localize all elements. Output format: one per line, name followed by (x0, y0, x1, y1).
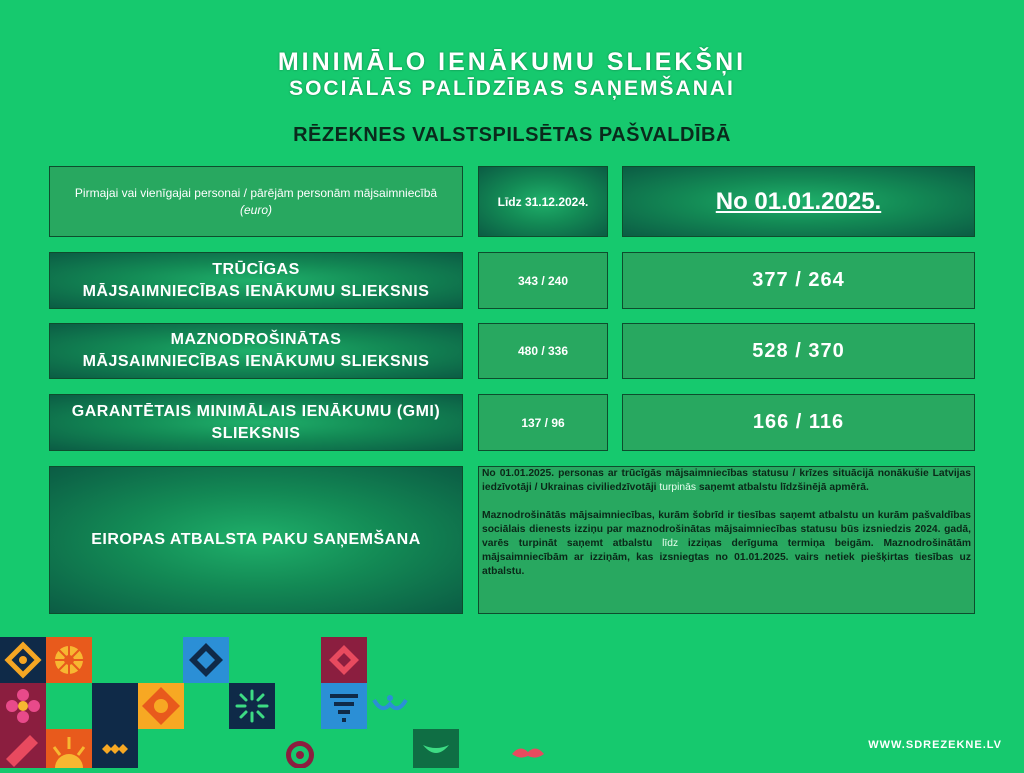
decorative-bird (370, 690, 410, 720)
header-unit-text: (euro) (239, 202, 272, 217)
row-label-line2: MĀJSAIMNIECĪBAS IENĀKUMU SLIEKSNIS (82, 282, 430, 300)
europe-support-label-text: EIROPAS ATBALSTA PAKU SAŅEMŠANA (91, 531, 421, 548)
decorative-tile-funnel (321, 683, 367, 729)
row-gmi-old-value (478, 394, 608, 451)
row-label-line1: TRŪCĪGAS (212, 260, 300, 278)
page-subtitle: RĒZEKNES VALSTSPILSĒTAS PAŠVALDĪBĀ (293, 124, 731, 146)
decorative-ring (282, 738, 318, 768)
ornament-icon (0, 637, 46, 683)
row-low-income-household-old-value (478, 323, 608, 379)
note-paragraph-2 (482, 509, 971, 579)
row-poor-household-new-value (622, 252, 975, 309)
decorative-tile-navy (92, 683, 138, 729)
decorative-flower-red (510, 740, 546, 764)
new-value-text: 166 / 116 (752, 411, 845, 433)
note-text: saņemt atbalstu līdzšinējā apmērā. (696, 482, 869, 493)
stripe-icon (0, 729, 46, 768)
row-poor-household-old-value (478, 252, 608, 309)
decorative-tile-sunrise (46, 729, 92, 768)
header-old-period-label: Līdz 31.12.2024. (497, 194, 589, 209)
europe-support-label (49, 466, 463, 614)
note-text: izziņas derīguma termiņa beigām. Maznodrošinātām mājsaimniecībām ar izziņām, kas izsniegtas no 01.01.2025. vairs netiek piešķirtas tiesības uz atbalstu. (482, 538, 971, 577)
row-label-line2: SLIEKSNIS (211, 424, 301, 442)
decorative-tile-circle (138, 683, 184, 729)
decorative-tile-sun (46, 637, 92, 683)
table-header-new-period (622, 166, 975, 237)
table-header-description (49, 166, 463, 237)
row-low-income-household-label (49, 323, 463, 379)
old-value-text: 137 / 96 (521, 415, 565, 430)
decorative-tile-diamond-red (321, 637, 367, 683)
diamond-icon (183, 637, 229, 683)
row-gmi-new-value (622, 394, 975, 451)
row-label-line1: GARANTĒTAIS MINIMĀLAIS IENĀKUMU (GMI) (71, 402, 441, 420)
decorative-tile-flower (0, 683, 46, 729)
funnel-icon (321, 683, 367, 729)
flower-icon (0, 683, 46, 729)
decorative-tile-stripe (0, 729, 46, 768)
row-poor-household-label (49, 252, 463, 309)
note-text: No 01.01.2025. personas ar trūcīgās mājsaimniecības statusu / krīzes situācijā nonākušie Latvijas iedzīvotāji / Ukrainas civiliedzīvotāji (482, 468, 971, 493)
decorative-tile-ornament (0, 637, 46, 683)
row-label-line2: MĀJSAIMNIECĪBAS IENĀKUMU SLIEKSNIS (82, 353, 430, 370)
sunrise-icon (46, 729, 92, 768)
row-low-income-household-new-value (622, 323, 975, 379)
star-icon (229, 683, 275, 729)
diamond-icon (321, 637, 367, 683)
table-header-old-period (478, 166, 608, 237)
circle-icon (138, 683, 184, 729)
new-value-text: 528 / 370 (752, 339, 845, 362)
note-highlight: līdz (662, 538, 679, 549)
sun-icon (46, 637, 92, 683)
decorative-tile-diamond-blue (183, 637, 229, 683)
page-title-line2: SOCIĀLĀS PALĪDZĪBAS SAŅEMŠANAI (289, 77, 735, 100)
header-description-text: Pirmajai vai vienīgajai personai / pārējām personām mājsaimniecībā (74, 185, 438, 200)
header-new-period-label: No 01.01.2025. (715, 187, 882, 215)
europe-support-note (478, 466, 975, 614)
dots-icon (92, 729, 138, 768)
leaf-icon (413, 729, 459, 768)
decorative-tile-dots (92, 729, 138, 768)
decorative-tile-leaf (413, 729, 459, 768)
website-link[interactable]: WWW.SDREZEKNE.LV (868, 739, 1002, 751)
note-text: Maznodrošinātās mājsaimniecības, kurām šobrīd ir tiesības saņemt atbalstu un kurām pašvaldības sociālais dienests izziņu par maznodrošinātas mājsaimniecības statusu būs izsniedzis 2024. gadā, varēs turpināt saņemt atbalstu (482, 510, 971, 549)
new-value-text: 377 / 264 (752, 269, 845, 291)
ring-icon (282, 738, 318, 768)
decorative-tile-star (229, 683, 275, 729)
old-value-text: 343 / 240 (517, 273, 569, 288)
old-value-text: 480 / 336 (517, 344, 569, 358)
title-block (0, 48, 1024, 102)
row-label-line1: MAZNODROŠINĀTAS (170, 331, 342, 348)
note-paragraph-1 (482, 467, 971, 495)
note-highlight: turpinās (659, 482, 697, 493)
flower-icon (510, 740, 546, 764)
row-gmi-label (49, 394, 463, 451)
bird-icon (370, 690, 410, 720)
page-title: MINIMĀLO IENĀKUMU SLIEKŠŅI (277, 48, 747, 76)
